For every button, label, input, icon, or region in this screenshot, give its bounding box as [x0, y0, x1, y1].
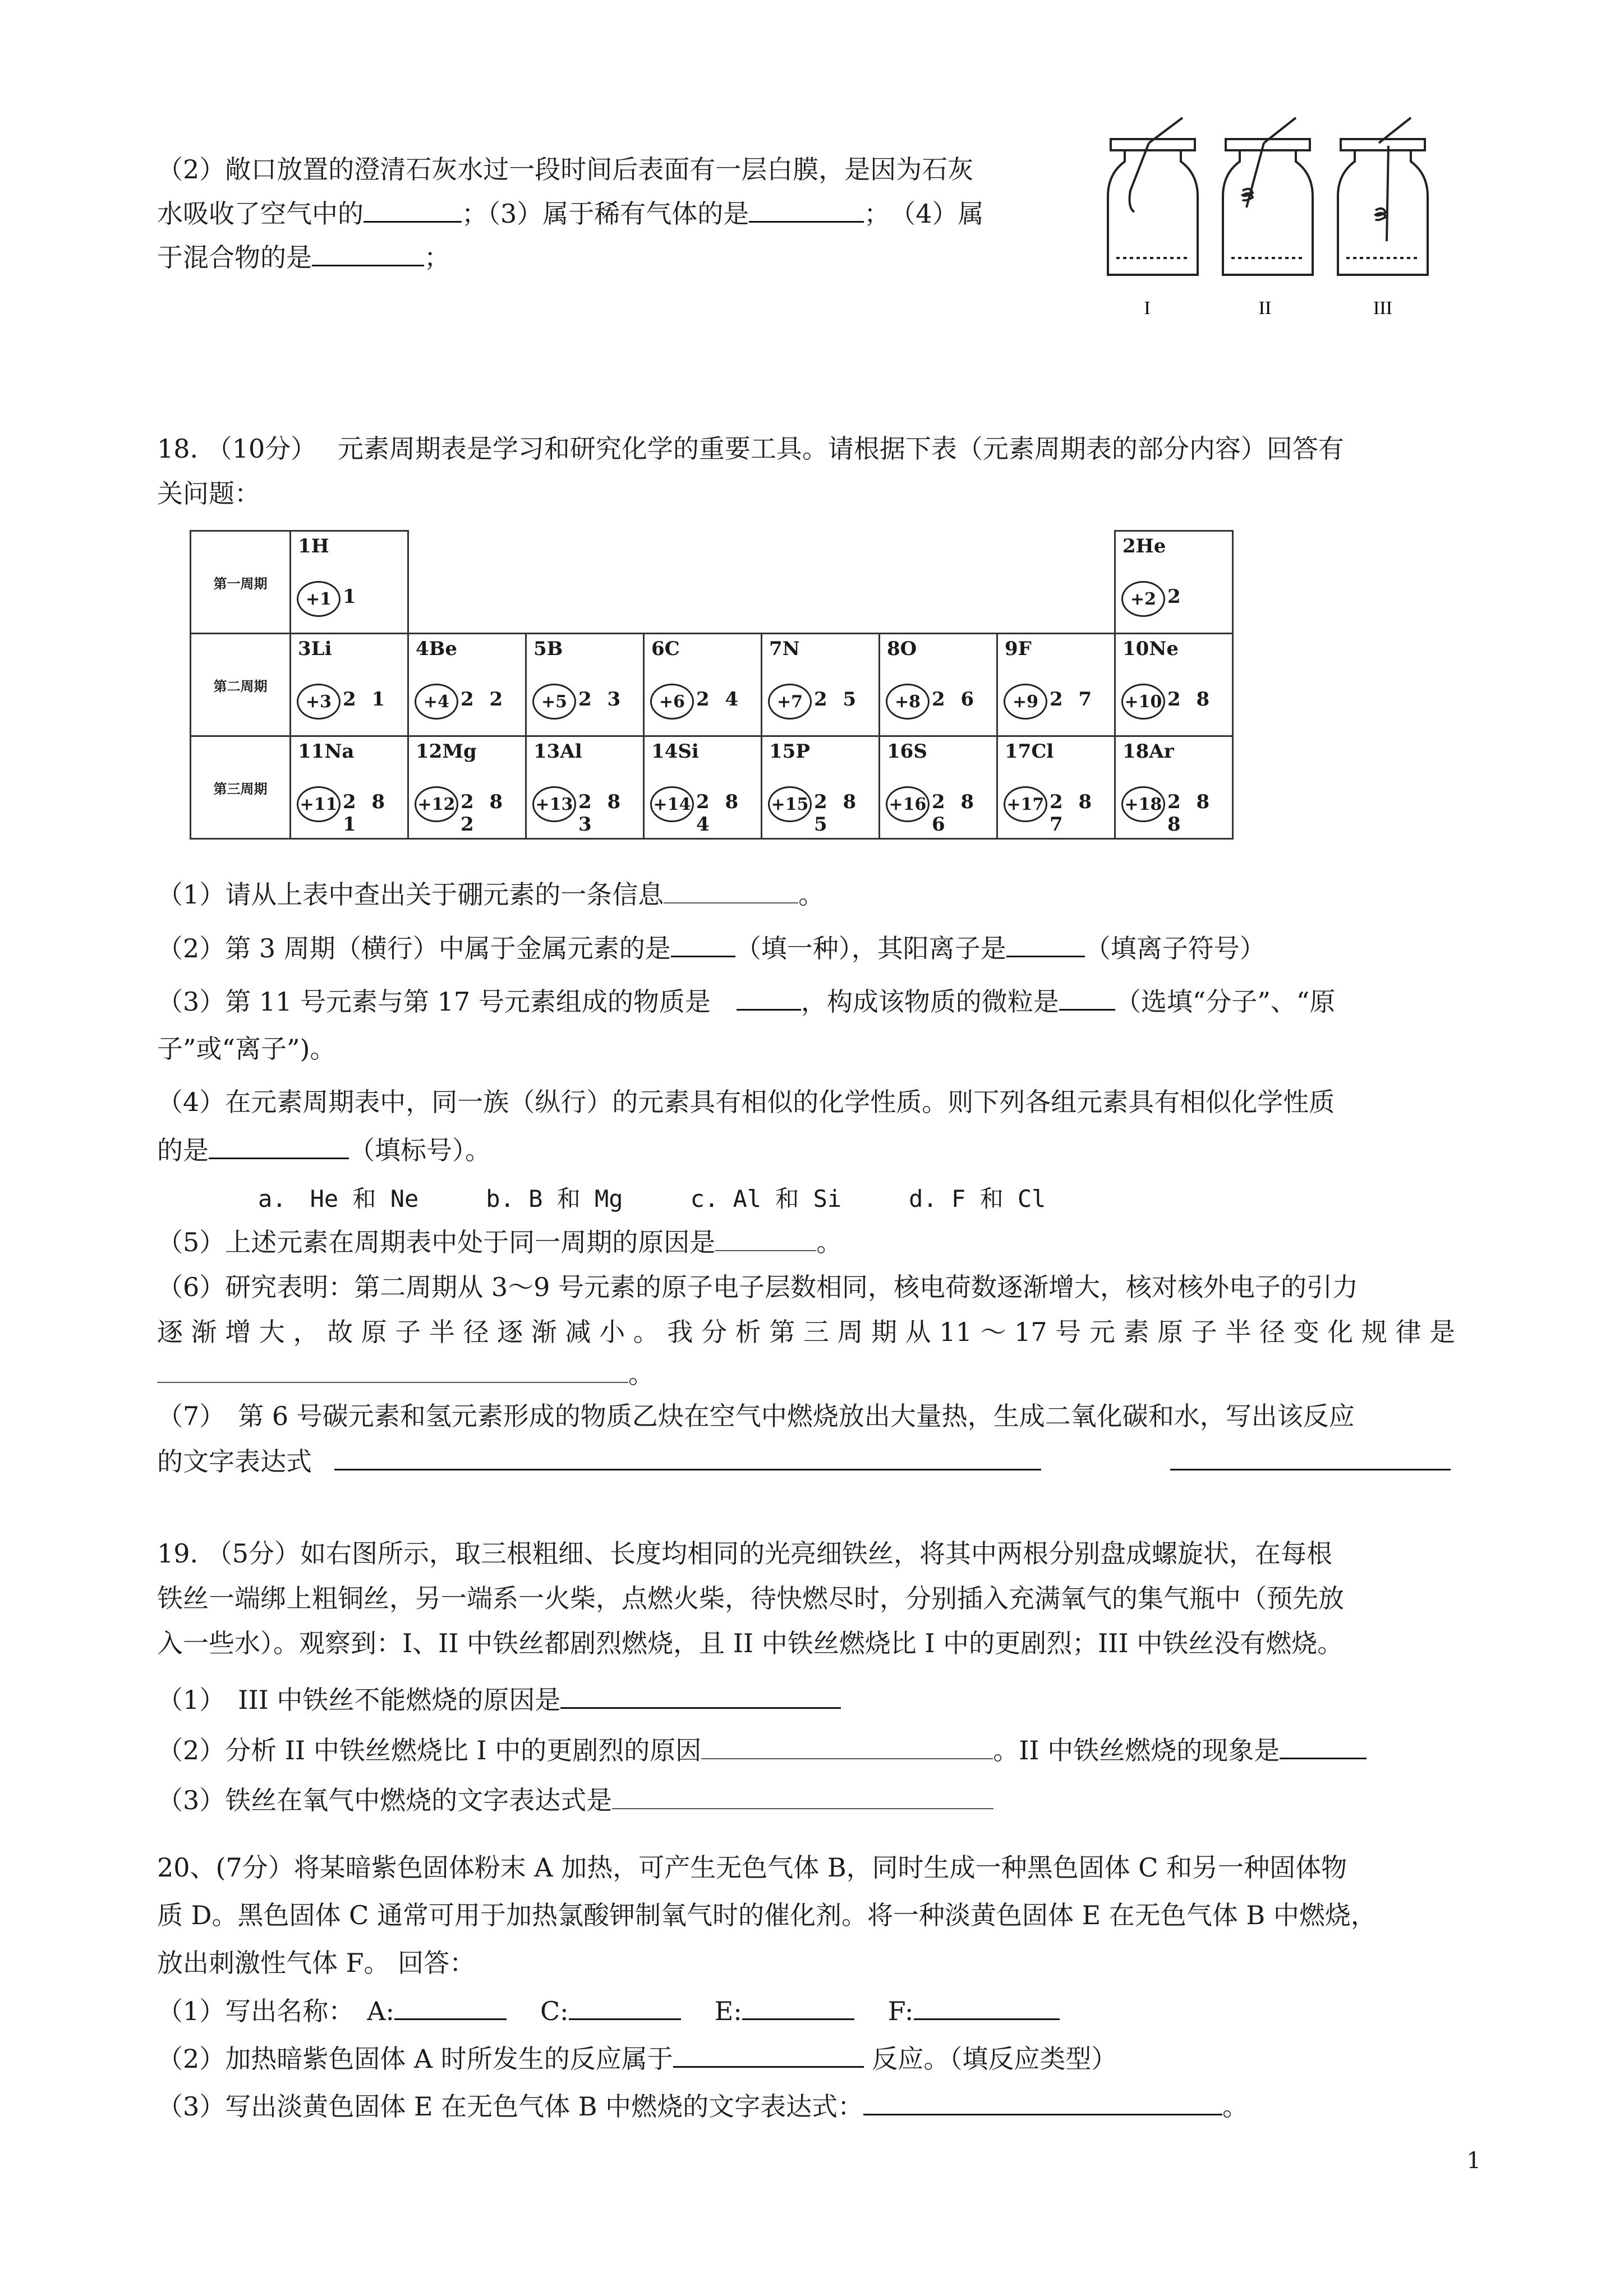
q17-text-e: ；	[424, 242, 450, 273]
q19-part3	[157, 1783, 993, 1817]
q19-blank-2[interactable]	[701, 1733, 993, 1759]
q20-line1: 20、(7分）将某暗紫色固体粉末 A 加热，可产生无色气体 B，同时生成一种黑色固体 C 和另一种固体物	[157, 1852, 1347, 1883]
q18-part4-cont	[157, 1133, 491, 1167]
element-shells: 2 2	[461, 688, 508, 711]
q20-blank-f[interactable]	[914, 1994, 1060, 2020]
element-symbol: 5B	[533, 638, 563, 660]
q20-label-c: C:	[540, 1996, 569, 2026]
element-shells: 2 8 3	[578, 791, 625, 836]
q18-p2-text-c: （填离子符号）	[1084, 933, 1266, 963]
element-shells: 2 8 8	[1167, 791, 1214, 836]
element-symbol: 11Na	[298, 740, 355, 763]
q18-blank-8[interactable]	[157, 1357, 628, 1383]
q18-part6-end	[157, 1357, 654, 1391]
q18-part7: （7） 第 6 号碳元素和氢元素形成的物质乙炔在空气中燃烧放出大量热，生成二氧化碳和水，写出该反应	[157, 1401, 1355, 1431]
period-label-3: 第三周期	[191, 736, 291, 839]
element-symbol: 18Ar	[1122, 740, 1174, 763]
q18-intro-2: 关问题：	[157, 478, 260, 509]
element-symbol: 2He	[1122, 535, 1166, 557]
q19-p3-text: （3）铁丝在氧气中燃烧的文字表达式是	[157, 1785, 613, 1815]
q18-p4-text-b: 的是	[157, 1135, 209, 1165]
element-nucleus: +7	[768, 684, 812, 720]
q18-p1-text: （1）请从上表中查出关于硼元素的一条信息	[157, 879, 664, 910]
q18-p3-text-c: （选填“分子”、“原	[1115, 986, 1336, 1017]
option-a[interactable]: a. He 和 Ne	[258, 1185, 419, 1212]
q20-part2	[157, 2041, 1117, 2076]
q17-text-b: ；（3）属于稀有气体的是	[462, 199, 749, 229]
element-symbol: 9F	[1005, 638, 1032, 660]
q20-blank-e[interactable]	[742, 1994, 854, 2020]
q18-p2-text-b: （填一种），其阳离子是	[735, 933, 1006, 963]
q20-blank-eq[interactable]	[863, 2089, 1222, 2115]
q20-part3	[157, 2089, 1248, 2123]
q20-blank-type[interactable]	[673, 2041, 864, 2068]
element-symbol: 10Ne	[1122, 638, 1179, 660]
element-cell	[1115, 736, 1233, 839]
q18-blank-6[interactable]	[209, 1133, 349, 1159]
element-cell	[1115, 634, 1233, 736]
element-shells: 2 7	[1050, 688, 1097, 711]
q17-blank-4[interactable]	[312, 240, 424, 266]
q20-p3-end: 。	[1222, 2091, 1249, 2122]
option-c[interactable]: c. Al 和 Si	[690, 1185, 842, 1212]
q20-line2: 质 D。黑色固体 C 通常可用于加热氯酸钾制氧气时的催化剂。将一种淡黄色固体 E 在无色气体 B 中燃烧，	[157, 1900, 1377, 1930]
q19-line3: 入一些水）。观察到：I、II 中铁丝都剧烈燃烧，且 II 中铁丝燃烧比 I 中的更剧烈；III 中铁丝没有燃烧。	[157, 1628, 1344, 1658]
element-shells: 2	[1167, 585, 1185, 608]
element-symbol: 1H	[298, 535, 329, 557]
element-symbol: 12Mg	[416, 740, 477, 763]
element-nucleus: +3	[297, 684, 341, 720]
element-cell	[880, 634, 997, 736]
element-shells: 2 8 2	[461, 791, 508, 836]
period-label-1: 第一周期	[191, 531, 291, 634]
element-shells: 2 8 1	[343, 791, 390, 836]
q18-p3-text-b: ，构成该物质的微粒是	[801, 986, 1059, 1017]
periodic-table	[190, 530, 1234, 840]
element-shells: 2 8 5	[814, 791, 861, 836]
q18-p2-text-a: （2）第 3 周期（横行）中属于金属元素的是	[157, 933, 671, 963]
q18-blank-2[interactable]	[671, 931, 735, 957]
element-shells: 1	[343, 585, 361, 608]
q20-blank-c[interactable]	[569, 1994, 681, 2020]
element-cell	[291, 634, 408, 736]
element-nucleus: +10	[1121, 684, 1165, 720]
element-symbol: 16S	[887, 740, 927, 763]
q18-part6: （6）研究表明：第二周期从 3～9 号元素的原子电子层数相同，核电荷数逐渐增大，核对核外电子的引力	[157, 1272, 1359, 1302]
q18-blank-7[interactable]	[715, 1225, 816, 1251]
element-nucleus: +13	[532, 786, 576, 822]
q18-p4-text-c: （填标号）。	[349, 1135, 491, 1165]
q17-line3	[157, 240, 450, 274]
q19-blank-1[interactable]	[560, 1682, 841, 1709]
q17-line2	[157, 196, 984, 230]
q18-blank-5[interactable]	[1059, 984, 1115, 1011]
q19-blank-4[interactable]	[612, 1783, 993, 1809]
q20-part1	[157, 1994, 1060, 2028]
q18-blank-1[interactable]	[664, 878, 798, 903]
q20-line3: 放出刺激性气体 F。 回答：	[157, 1948, 476, 1978]
q20-p1-text: （1）写出名称： A:	[157, 1996, 394, 2026]
jar-label-3: III	[1373, 298, 1392, 319]
q19-part1	[157, 1682, 841, 1717]
q18-part1	[157, 878, 824, 911]
q19-part2	[157, 1733, 1367, 1767]
q20-blank-a[interactable]	[394, 1994, 507, 2020]
element-cell	[291, 531, 408, 634]
element-shells: 2 5	[814, 688, 861, 711]
element-cell	[526, 634, 644, 736]
element-shells: 2 8 7	[1050, 791, 1097, 836]
element-symbol: 3Li	[298, 638, 332, 660]
element-cell	[997, 736, 1115, 839]
q17-line1: （2）敞口放置的澄清石灰水过一段时间后表面有一层白膜，是因为石灰	[157, 154, 974, 185]
option-d[interactable]: d. F 和 Cl	[909, 1185, 1046, 1212]
element-cell	[291, 736, 408, 839]
q18-p6-end: 。	[628, 1359, 654, 1389]
q18-part2	[157, 931, 1266, 965]
q19-line2: 铁丝一端绑上粗铜丝，另一端系一火柴，点燃火柴，待快燃尽时，分别插入充满氧气的集气瓶中（预先放	[157, 1583, 1344, 1613]
q17-text-a: 水吸收了空气中的	[157, 199, 364, 229]
element-cell	[644, 634, 762, 736]
jar-label-2: II	[1258, 298, 1272, 319]
element-symbol: 15P	[769, 740, 810, 763]
element-shells: 2 1	[343, 688, 390, 711]
element-shells: 2 3	[578, 688, 625, 711]
element-nucleus: +9	[1004, 684, 1047, 720]
q20-p2-text-a: （2）加热暗紫色固体 A 时所发生的反应属于	[157, 2044, 673, 2074]
element-cell	[880, 736, 997, 839]
q18-blank-3[interactable]	[1006, 931, 1085, 957]
q19-line1: 19. （5分）如右图所示，取三根粗细、长度均相同的光亮细铁丝，将其中两根分别盘成螺旋状，在每根	[157, 1538, 1333, 1569]
q17-text-d: 于混合物的是	[157, 242, 312, 273]
element-nucleus: +15	[768, 786, 812, 822]
element-symbol: 14Si	[651, 740, 699, 763]
element-shells: 2 8	[1167, 688, 1214, 711]
element-nucleus: +6	[650, 684, 694, 720]
element-nucleus: +1	[297, 581, 341, 617]
element-cell	[997, 634, 1115, 736]
element-cell	[1115, 531, 1233, 634]
page-number: 1	[1466, 2148, 1481, 2174]
q18-p3-text-a: （3）第 11 号元素与第 17 号元素组成的物质是	[157, 986, 737, 1017]
option-b[interactable]: b. B 和 Mg	[486, 1185, 623, 1212]
element-symbol: 13Al	[533, 740, 582, 763]
q18-p5-end: 。	[816, 1227, 843, 1257]
element-symbol: 8O	[887, 638, 917, 660]
element-cell	[408, 634, 526, 736]
q18-part4: （4）在元素周期表中，同一族（纵行）的元素具有相似的化学性质。则下列各组元素具有相似化学性质	[157, 1087, 1335, 1117]
element-nucleus: +11	[297, 786, 341, 822]
element-cell	[526, 736, 644, 839]
q18-intro-1: 18. （10分） 元素周期表是学习和研究化学的重要工具。请根据下表（元素周期表的部分内容）回答有	[157, 434, 1344, 464]
q18-part3-cont: 子”或“离子”)。	[157, 1034, 336, 1064]
element-cell	[408, 736, 526, 839]
jar-label-1: I	[1144, 298, 1151, 319]
q18-part3	[157, 984, 1335, 1018]
element-nucleus: +4	[415, 684, 458, 720]
gas-jar-figure	[1099, 112, 1447, 325]
element-symbol: 7N	[769, 638, 800, 660]
element-symbol: 17Cl	[1005, 740, 1054, 763]
element-cell	[644, 736, 762, 839]
blank-region	[408, 531, 1115, 634]
q19-p1-text: （1） III 中铁丝不能燃烧的原因是	[157, 1685, 561, 1715]
q18-blank-9[interactable]	[334, 1444, 1041, 1470]
q18-p5-text: （5）上述元素在周期表中处于同一周期的原因是	[157, 1227, 716, 1257]
q20-label-e: E:	[714, 1996, 742, 2026]
element-nucleus: +2	[1121, 581, 1165, 617]
q20-p2-text-b: 反应。（填反应类型）	[863, 2044, 1117, 2074]
element-cell	[762, 736, 880, 839]
element-nucleus: +16	[886, 786, 930, 822]
element-nucleus: +12	[415, 786, 458, 822]
element-cell	[762, 634, 880, 736]
element-shells: 2 4	[696, 688, 743, 711]
element-shells: 2 6	[932, 688, 979, 711]
element-nucleus: +14	[650, 786, 694, 822]
q17-blank-2[interactable]	[364, 196, 462, 223]
element-shells: 2 8 4	[696, 791, 743, 836]
element-nucleus: +5	[532, 684, 576, 720]
q18-blank-10[interactable]	[1170, 1444, 1451, 1470]
q19-blank-3[interactable]	[1280, 1733, 1367, 1759]
q17-blank-3[interactable]	[749, 196, 864, 223]
q18-part7-cont	[157, 1444, 1451, 1478]
q18-p1-end: 。	[798, 879, 825, 910]
element-nucleus: +18	[1121, 786, 1165, 822]
q18-options	[258, 1182, 1113, 1216]
q18-p7-text: 的文字表达式	[157, 1446, 312, 1477]
q18-blank-4[interactable]	[737, 984, 801, 1011]
q20-label-f: F:	[887, 1996, 914, 2026]
q19-p2-text-b: 。II 中铁丝燃烧的现象是	[993, 1735, 1280, 1765]
q17-text-c: ； （4）属	[864, 199, 984, 229]
q18-part6-cont: 逐 渐 增 大 ， 故 原 子 半 径 逐 渐 减 小 。 我 分 析 第 三 周 期 从 11 ～ 17 号 元 素 原 子 半 径 变 化 规 律 是	[157, 1317, 1456, 1347]
q18-part5	[157, 1225, 842, 1259]
period-label-2: 第二周期	[191, 634, 291, 736]
q19-p2-text-a: （2）分析 II 中铁丝燃烧比 I 中的更剧烈的原因	[157, 1735, 702, 1765]
q20-p3-text: （3）写出淡黄色固体 E 在无色气体 B 中燃烧的文字表达式：	[157, 2091, 864, 2122]
element-symbol: 4Be	[416, 638, 458, 660]
element-nucleus: +8	[886, 684, 930, 720]
element-shells: 2 8 6	[932, 791, 979, 836]
element-nucleus: +17	[1004, 786, 1047, 822]
element-symbol: 6C	[651, 638, 680, 660]
